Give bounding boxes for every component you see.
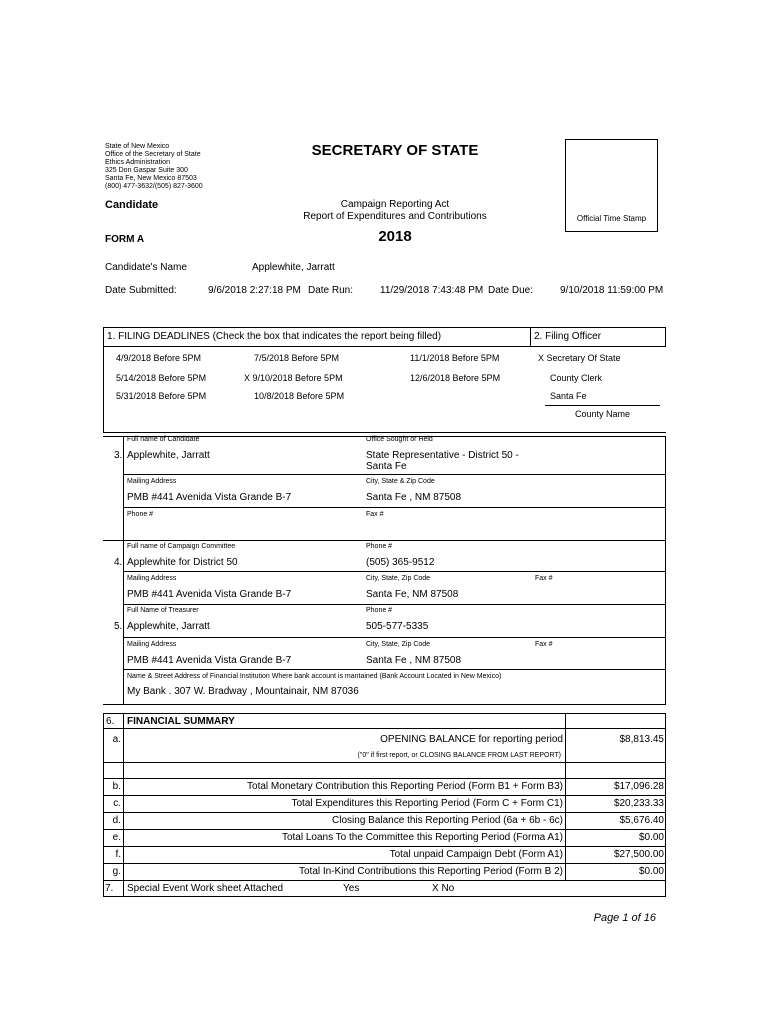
summary-row-label: Total In-Kind Contributions this Reporting Period (Form B 2) [298,866,563,877]
committee-phone: (505) 365-9512 [366,557,435,568]
candidate-label: Candidate [105,199,159,211]
deadline-option[interactable]: 11/1/2018 Before 5PM [410,353,500,363]
deadline-option[interactable]: 5/31/2018 Before 5PM [116,391,207,401]
mailing-address-label: Mailing Address [127,478,177,485]
deadline-option[interactable]: 12/6/2018 Before 5PM [410,373,501,383]
phone-label: Phone # [127,511,154,518]
office-sought-label: Office Sought or Held [366,436,433,443]
opening-balance-value: $8,813.45 [619,734,664,745]
date-due-value: 9/10/2018 11:59:00 PM [560,285,664,296]
agency-line: (800) 477-3632/(505) 827-3600 [105,183,203,190]
section-number: 5. [114,621,123,632]
date-submitted-label: Date Submitted: [105,285,177,296]
summary-row-label: Total Expenditures this Reporting Period (Form C + Form C1) [291,798,563,809]
fax-label: Fax # [535,641,553,648]
financial-summary-title: FINANCIAL SUMMARY [127,716,235,727]
row-letter: d. [112,815,121,826]
summary-row-value: $27,500.00 [613,849,664,860]
section-number: 7. [105,883,114,894]
committee-city-state-zip: Santa Fe, NM 87508 [366,589,459,600]
summary-row-value: $0.00 [638,866,664,877]
summary-row-value: $5,676.40 [619,815,664,826]
date-due-label: Date Due: [488,285,534,296]
report-subtitle-2: Report of Expenditures and Contributions [303,211,487,222]
section-number: 6. [106,716,115,727]
form-label: FORM A [105,234,145,245]
city-state-zip-label: City, State, Zip Code [366,575,431,582]
candidate-mailing-address: PMB #441 Avenida Vista Grande B-7 [127,492,292,503]
candidate-name-value: Applewhite, Jarratt [252,262,335,273]
treasurer-name-label: Full Name of Treasurer [127,607,199,614]
deadline-option[interactable]: 5/14/2018 Before 5PM [116,373,207,383]
office-sought-line-2: Santa Fe [366,461,407,472]
row-letter: f. [115,849,121,860]
row-letter: a. [112,734,121,745]
treasurer-mailing-address: PMB #441 Avenida Vista Grande B-7 [127,655,292,666]
agency-address [105,143,305,191]
report-year: 2018 [378,228,412,245]
time-stamp-label: Official Time Stamp [576,214,647,223]
city-state-zip-label: City, State & Zip Code [366,478,435,485]
treasurer-city-state-zip: Santa Fe , NM 87508 [366,655,462,666]
deadline-option[interactable]: 7/5/2018 Before 5PM [254,353,340,363]
row-letter: e. [112,832,121,843]
row-letter: g. [112,866,121,877]
opening-balance-label: OPENING BALANCE for reporting period [380,734,563,745]
row-letter: c. [113,798,121,809]
mailing-address-label: Mailing Address [127,575,177,582]
phone-label: Phone # [366,607,393,614]
bank-address-label: Name & Street Address of Financial Institution Where bank account is mantained (Bank Account Located in New Mexico) [127,673,502,680]
county-name-value: Santa Fe [550,391,587,401]
filing-officer-title: 2. Filing Officer [534,331,602,342]
summary-row-value: $20,233.33 [613,798,664,809]
summary-row-label: Total Loans To the Committee this Reporting Period (Forma A1) [281,832,563,843]
summary-row-label: Total Monetary Contribution this Reporting Period (Form B1 + Form B3) [247,781,563,792]
opening-balance-note: ("0" if first report, or CLOSING BALANCE FROM LAST REPORT) [357,752,561,759]
office-sought-line-1: State Representative - District 50 - [366,450,519,461]
fax-label: Fax # [366,511,384,518]
deadline-option[interactable]: 10/8/2018 Before 5PM [254,391,345,401]
date-run-label: Date Run: [308,285,354,296]
committee-mailing-address: PMB #441 Avenida Vista Grande B-7 [127,589,292,600]
candidate-full-name-label: Full name of Candidate [127,436,200,443]
city-state-zip-label: City, State, Zip Code [366,641,431,648]
mailing-address-label: Mailing Address [127,641,177,648]
phone-label: Phone # [366,543,393,550]
treasurer-phone: 505-577-5335 [366,621,429,632]
special-event-yes[interactable]: Yes [343,883,360,894]
agency-line: 325 Don Gaspar Suite 300 [105,167,188,174]
fax-label: Fax # [535,575,553,582]
page-number: Page 1 of 16 [593,912,656,924]
agency-line: State of New Mexico [105,143,170,150]
report-subtitle-1: Campaign Reporting Act [340,199,450,210]
page-title: SECRETARY OF STATE [311,142,479,159]
agency-line: Ethics Administration [105,159,170,166]
treasurer-name: Applewhite, Jarratt [127,621,210,632]
summary-row-label: Total unpaid Campaign Debt (Form A1) [389,849,563,860]
candidate-full-name: Applewhite, Jarratt [127,450,210,461]
agency-line: Santa Fe, New Mexico 87503 [105,175,197,182]
committee-name: Applewhite for District 50 [127,557,238,568]
special-event-label: Special Event Work sheet Attached [127,883,284,894]
agency-line: Office of the Secretary of State [105,151,201,158]
county-name-label: County Name [574,409,631,419]
summary-row-value: $0.00 [638,832,664,843]
summary-row-value: $17,096.28 [613,781,664,792]
special-event-no-checked[interactable]: X No [432,883,455,894]
summary-row-label: Closing Balance this Reporting Period (6a + 6b - 6c) [332,815,563,826]
bank-address: My Bank . 307 W. Bradway , Mountainair, NM 87036 [127,686,359,697]
date-submitted-value: 9/6/2018 2:27:18 PM [208,285,301,296]
section-number: 3. [114,450,123,461]
row-letter: b. [112,781,121,792]
section-number: 4. [114,557,123,568]
date-run-value: 11/29/2018 7:43:48 PM [380,285,484,296]
committee-name-label: Full name of Campaign Committee [127,543,236,550]
candidate-city-state-zip: Santa Fe , NM 87508 [366,492,462,503]
deadline-option-checked[interactable]: X 9/10/2018 Before 5PM [244,373,343,383]
deadline-option[interactable]: 4/9/2018 Before 5PM [116,353,202,363]
filing-officer-option-checked[interactable]: X Secretary Of State [538,353,621,363]
filing-deadlines-title: 1. FILING DEADLINES (Check the box that indicates the report being filled) [107,331,442,342]
candidate-name-label: Candidate's Name [105,262,187,273]
filing-officer-option[interactable]: County Clerk [550,373,603,383]
